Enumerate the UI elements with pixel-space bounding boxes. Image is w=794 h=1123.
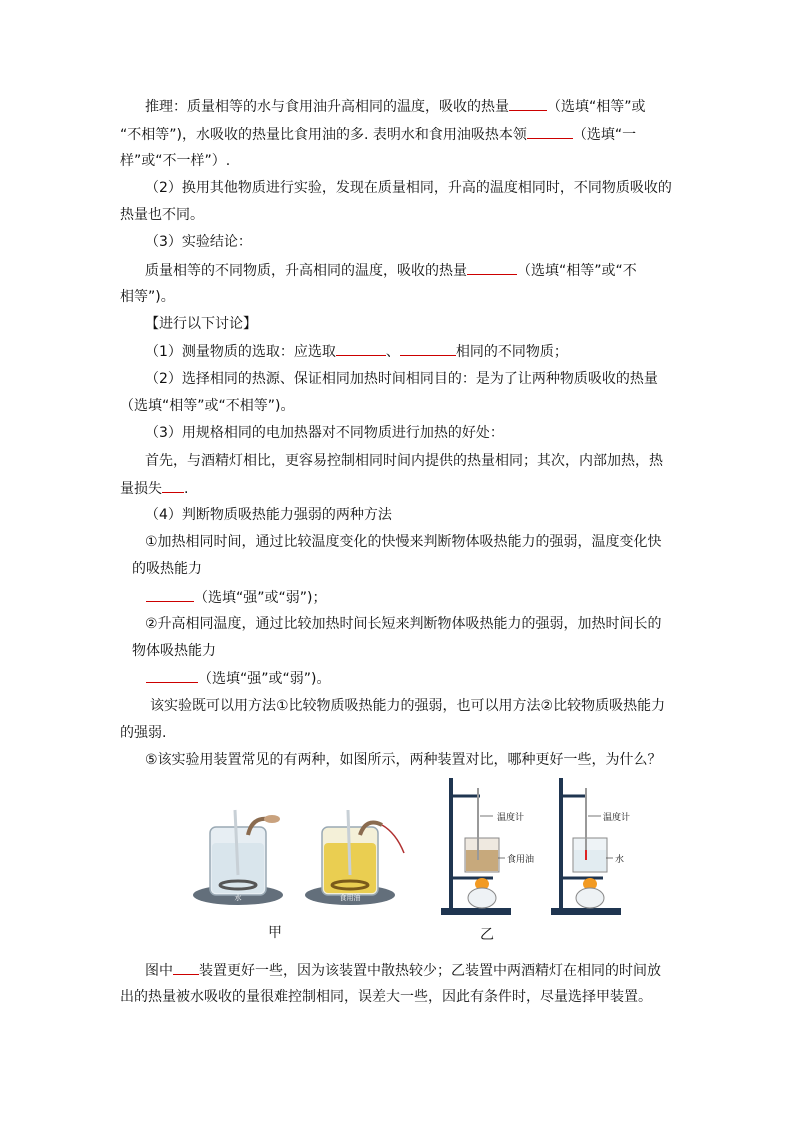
thermometer-label: 温度计 [497, 813, 525, 823]
line-text: 的强弱. [120, 725, 167, 741]
answer-blank[interactable] [162, 478, 184, 493]
line-text: （1）测量物质的选取：应选取 [145, 344, 336, 360]
line-text: 【进行以下讨论】 [145, 316, 257, 332]
line-text: （选填“强”或“弱”)； [194, 590, 327, 606]
text-line [132, 641, 216, 661]
text-line [145, 314, 257, 334]
text-line [146, 587, 326, 608]
water-liquid [574, 850, 606, 871]
alcohol-lamp [468, 888, 496, 908]
line-text: （3）实验结论： [145, 234, 252, 250]
answer-blank[interactable] [146, 668, 198, 683]
line-text: 装置更好一些，因为该装置中散热较少；乙装置中两酒精灯在相同的时间放 [199, 963, 661, 979]
text-line [145, 178, 672, 198]
answer-blank[interactable] [336, 341, 386, 356]
beaker2-label: 食用油 [339, 894, 361, 902]
line-text: ①加热相同时间，通过比较温度变化的快慢来判断物体吸热能力的强弱，温度变化快 [145, 534, 662, 550]
thermometer [348, 810, 350, 875]
line-text: （选填“相等”或 [547, 99, 646, 115]
line-text: 质量相等的不同物质，升高相同的温度，吸收的热量 [145, 263, 467, 279]
line-text: 该实验既可以用方法①比较物质吸热能力的强弱，也可以用方法②比较物质吸热能力 [150, 698, 666, 714]
oil-liquid [466, 850, 498, 871]
text-line [120, 987, 652, 1007]
heater-plug [264, 815, 280, 823]
water-label: 水 [615, 855, 625, 865]
answer-blank[interactable] [467, 260, 517, 275]
line-text: 推理：质量相等的水与食用油升高相同的温度，吸收的热量 [145, 99, 509, 115]
caption-jia: 甲 [268, 925, 282, 941]
line-text: . [184, 481, 189, 497]
line-text: 热量也不同。 [120, 207, 204, 223]
line-text: 出的热量被水吸收的量很难控制相同，误差大一些，因此有条件时，尽量选择甲装置。 [120, 989, 652, 1005]
oil-label: 食用油 [507, 855, 535, 865]
text-line [145, 614, 662, 634]
answer-blank[interactable] [146, 587, 194, 602]
line-text: （选填“一 [572, 127, 637, 143]
text-line [146, 668, 330, 689]
line-text: 、 [385, 344, 400, 360]
line-text: （4）判断物质吸热能力强弱的两种方法 [145, 507, 392, 523]
line-text: “不相等”)，水吸收的热量比食用油的多. 表明水和食用油吸热本领 [120, 127, 527, 143]
stand-1 [441, 778, 534, 915]
line-text: （选填“相等”或“不相等”)。 [120, 398, 295, 414]
answer-blank[interactable] [509, 96, 547, 111]
line-text: （2）换用其他物质进行实验，发现在质量相同，升高的温度相同时，不同物质吸收的 [145, 180, 672, 196]
line-text: 的吸热能力 [132, 561, 202, 577]
text-line [132, 559, 202, 579]
text-line [145, 505, 392, 525]
line-text: （3）用规格相同的电加热器对不同物质进行加热的好处： [145, 425, 504, 441]
line-text: 样”或“不一样”）. [120, 153, 231, 169]
oil-beaker [322, 810, 404, 902]
text-line [120, 287, 175, 307]
line-text: 量损失 [120, 481, 162, 497]
text-line [120, 124, 636, 145]
text-line [145, 750, 662, 770]
text-line [145, 451, 663, 471]
text-line [120, 151, 230, 171]
line-text: ⑤该实验用装置常见的有两种，如图所示，两种装置对比，哪种更好一些，为什么？ [145, 752, 662, 768]
line-text: 相等”)。 [120, 289, 175, 305]
alcohol-lamp [576, 888, 604, 908]
text-line [145, 232, 252, 252]
line-text: （选填“相等”或“不 [517, 263, 637, 279]
answer-blank[interactable] [527, 124, 573, 139]
line-text: （2）选择相同的热源、保证相同加热时间相同目的：是为了让两种物质吸收的热量 [145, 371, 658, 387]
line-text: （选填“强”或“弱”)。 [198, 671, 331, 687]
line-text: 物体吸热能力 [132, 643, 216, 659]
caption-yi: 乙 [480, 927, 494, 943]
figure-yi-stands [435, 778, 680, 918]
text-line [145, 532, 662, 552]
text-line [120, 478, 188, 499]
text-line [145, 423, 504, 443]
text-line [145, 960, 661, 981]
text-line [150, 696, 665, 716]
text-line [120, 723, 166, 743]
line-text: 相同的不同物质； [455, 344, 568, 360]
line-text: ②升高相同温度，通过比较加热时间长短来判断物体吸热能力的强弱，加热时间长的 [145, 616, 662, 632]
text-line [120, 396, 294, 416]
text-line [120, 205, 204, 225]
line-text: 图中 [145, 963, 173, 979]
text-line [145, 96, 646, 117]
text-line [145, 341, 568, 362]
stand-2 [551, 778, 630, 915]
text-line [145, 260, 637, 281]
figure-jia-beakers [190, 805, 415, 910]
answer-blank[interactable] [173, 960, 199, 975]
line-text: 首先，与酒精灯相比，更容易控制相同时间内提供的热量相同；其次，内部加热，热 [145, 453, 663, 469]
beaker1-label: 水 [234, 894, 242, 902]
answer-blank[interactable] [400, 341, 456, 356]
text-line [145, 369, 658, 389]
thermometer-label: 温度计 [603, 813, 631, 823]
